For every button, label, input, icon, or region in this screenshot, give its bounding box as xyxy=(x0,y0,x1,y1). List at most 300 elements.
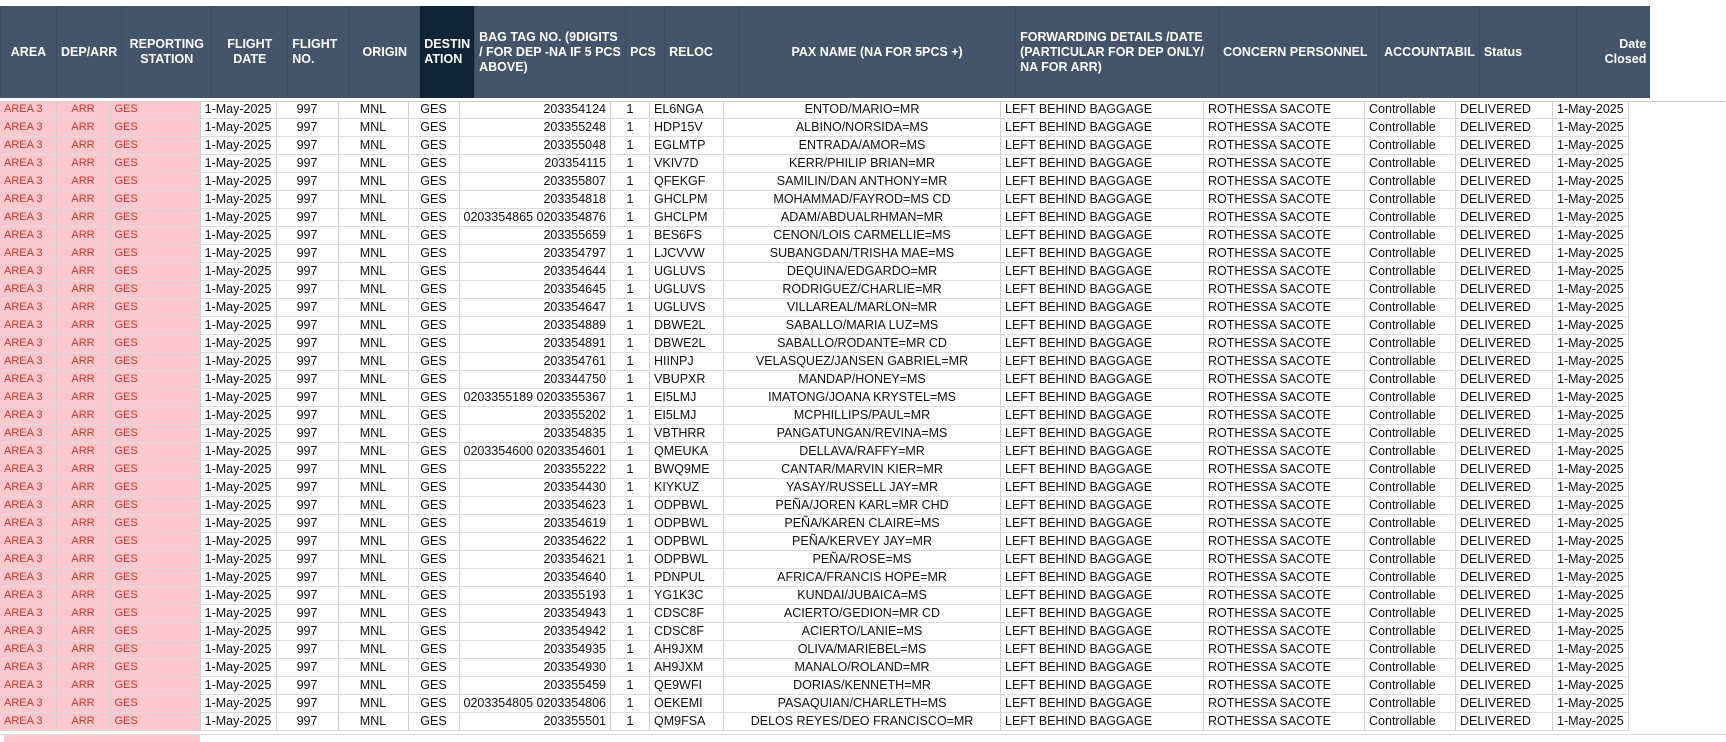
cell-reporting-station[interactable]: GES xyxy=(110,677,200,695)
cell-destination[interactable]: GES xyxy=(408,461,459,479)
cell-origin[interactable]: MNL xyxy=(338,497,408,515)
cell-accountability[interactable]: Controllable xyxy=(1365,353,1456,371)
cell-accountability[interactable]: Controllable xyxy=(1365,263,1456,281)
cell-forwarding-details[interactable]: LEFT BEHIND BAGGAGE xyxy=(1001,155,1204,173)
cell-concern-personnel[interactable]: ROTHESSA SACOTE xyxy=(1204,191,1365,209)
cell-concern-personnel[interactable]: ROTHESSA SACOTE xyxy=(1204,137,1365,155)
cell-reporting-station[interactable]: GES xyxy=(110,245,200,263)
cell-status[interactable]: DELIVERED xyxy=(1456,101,1553,119)
cell-date-closed[interactable]: 1-May-2025 xyxy=(1553,389,1629,407)
cell-area[interactable]: AREA 3 xyxy=(0,389,56,407)
cell-bag-tag[interactable]: 203354647 xyxy=(459,299,611,317)
cell-concern-personnel[interactable]: ROTHESSA SACOTE xyxy=(1204,497,1365,515)
cell-pax-name[interactable]: PEÑA/KERVEY JAY=MR xyxy=(724,533,1001,551)
cell-date-closed[interactable]: 1-May-2025 xyxy=(1553,659,1629,677)
cell-reloc[interactable]: PDNPUL xyxy=(650,569,724,587)
cell-destination[interactable]: GES xyxy=(408,209,459,227)
cell-origin[interactable]: MNL xyxy=(338,551,408,569)
cell-date-closed[interactable]: 1-May-2025 xyxy=(1553,245,1629,263)
cell-reloc[interactable]: OEKEMI xyxy=(650,695,724,713)
cell-status[interactable]: DELIVERED xyxy=(1456,533,1553,551)
cell-area[interactable]: AREA 3 xyxy=(0,569,56,587)
cell-accountability[interactable]: Controllable xyxy=(1365,695,1456,713)
cell-destination[interactable]: GES xyxy=(408,335,459,353)
cell-flight-no[interactable]: 997 xyxy=(276,605,338,623)
cell-flight-no[interactable]: 997 xyxy=(276,713,338,731)
cell-date-closed[interactable]: 1-May-2025 xyxy=(1553,407,1629,425)
cell-pax-name[interactable]: ALBINO/NORSIDA=MS xyxy=(724,119,1001,137)
cell-concern-personnel[interactable]: ROTHESSA SACOTE xyxy=(1204,353,1365,371)
cell-origin[interactable]: MNL xyxy=(338,299,408,317)
table-row[interactable] xyxy=(0,155,1628,173)
cell-flight-no[interactable]: 997 xyxy=(276,227,338,245)
table-row[interactable] xyxy=(0,407,1628,425)
table-row[interactable] xyxy=(0,677,1628,695)
cell-flight-date[interactable]: 1-May-2025 xyxy=(200,371,276,389)
cell-status[interactable]: DELIVERED xyxy=(1456,281,1553,299)
cell-forwarding-details[interactable]: LEFT BEHIND BAGGAGE xyxy=(1001,515,1204,533)
cell-pcs[interactable]: 1 xyxy=(611,173,650,191)
cell-origin[interactable]: MNL xyxy=(338,677,408,695)
cell-destination[interactable]: GES xyxy=(408,713,459,731)
cell-flight-date[interactable]: 1-May-2025 xyxy=(200,155,276,173)
cell-flight-date[interactable]: 1-May-2025 xyxy=(200,209,276,227)
cell-dep-arr[interactable]: ARR xyxy=(56,245,110,263)
cell-origin[interactable]: MNL xyxy=(338,407,408,425)
cell-reporting-station[interactable]: GES xyxy=(110,569,200,587)
cell-status[interactable]: DELIVERED xyxy=(1456,371,1553,389)
cell-destination[interactable]: GES xyxy=(408,245,459,263)
cell-reloc[interactable]: DBWE2L xyxy=(650,317,724,335)
cell-reloc[interactable]: EL6NGA xyxy=(650,101,724,119)
cell-concern-personnel[interactable]: ROTHESSA SACOTE xyxy=(1204,551,1365,569)
cell-flight-no[interactable]: 997 xyxy=(276,695,338,713)
cell-origin[interactable]: MNL xyxy=(338,191,408,209)
cell-status[interactable]: DELIVERED xyxy=(1456,137,1553,155)
cell-flight-date[interactable]: 1-May-2025 xyxy=(200,641,276,659)
header-status[interactable]: Status xyxy=(1479,6,1576,98)
cell-origin[interactable]: MNL xyxy=(338,569,408,587)
cell-area[interactable]: AREA 3 xyxy=(0,137,56,155)
cell-pcs[interactable]: 1 xyxy=(611,101,650,119)
cell-status[interactable]: DELIVERED xyxy=(1456,497,1553,515)
cell-bag-tag[interactable]: 203354645 xyxy=(459,281,611,299)
cell-reporting-station[interactable]: GES xyxy=(110,425,200,443)
cell-pax-name[interactable]: ACIERTO/GEDION=MR CD xyxy=(724,605,1001,623)
cell-concern-personnel[interactable]: ROTHESSA SACOTE xyxy=(1204,443,1365,461)
cell-concern-personnel[interactable]: ROTHESSA SACOTE xyxy=(1204,587,1365,605)
cell-dep-arr[interactable]: ARR xyxy=(56,191,110,209)
cell-destination[interactable]: GES xyxy=(408,587,459,605)
table-row[interactable] xyxy=(0,515,1628,533)
cell-reloc[interactable]: UGLUVS xyxy=(650,299,724,317)
cell-flight-no[interactable]: 997 xyxy=(276,191,338,209)
cell-flight-no[interactable]: 997 xyxy=(276,515,338,533)
cell-origin[interactable]: MNL xyxy=(338,515,408,533)
cell-flight-no[interactable]: 997 xyxy=(276,461,338,479)
cell-bag-tag[interactable]: 203355807 xyxy=(459,173,611,191)
cell-destination[interactable]: GES xyxy=(408,173,459,191)
cell-pcs[interactable]: 1 xyxy=(611,389,650,407)
cell-pax-name[interactable]: ENTRADA/AMOR=MS xyxy=(724,137,1001,155)
cell-origin[interactable]: MNL xyxy=(338,533,408,551)
header-flight-no[interactable]: FLIGHT NO. xyxy=(288,6,350,98)
cell-destination[interactable]: GES xyxy=(408,605,459,623)
cell-status[interactable]: DELIVERED xyxy=(1456,191,1553,209)
cell-flight-date[interactable]: 1-May-2025 xyxy=(200,497,276,515)
cell-origin[interactable]: MNL xyxy=(338,119,408,137)
table-row[interactable] xyxy=(0,299,1628,317)
cell-pcs[interactable]: 1 xyxy=(611,623,650,641)
cell-bag-tag[interactable]: 203354942 xyxy=(459,623,611,641)
cell-forwarding-details[interactable]: LEFT BEHIND BAGGAGE xyxy=(1001,461,1204,479)
cell-accountability[interactable]: Controllable xyxy=(1365,533,1456,551)
cell-date-closed[interactable]: 1-May-2025 xyxy=(1553,461,1629,479)
cell-pcs[interactable]: 1 xyxy=(611,263,650,281)
cell-concern-personnel[interactable]: ROTHESSA SACOTE xyxy=(1204,299,1365,317)
cell-area[interactable]: AREA 3 xyxy=(0,695,56,713)
cell-reporting-station[interactable]: GES xyxy=(110,605,200,623)
cell-reloc[interactable]: UGLUVS xyxy=(650,263,724,281)
cell-forwarding-details[interactable]: LEFT BEHIND BAGGAGE xyxy=(1001,101,1204,119)
table-row[interactable] xyxy=(0,119,1628,137)
cell-pcs[interactable]: 1 xyxy=(611,443,650,461)
cell-date-closed[interactable]: 1-May-2025 xyxy=(1553,497,1629,515)
cell-forwarding-details[interactable]: LEFT BEHIND BAGGAGE xyxy=(1001,695,1204,713)
cell-dep-arr[interactable]: ARR xyxy=(56,389,110,407)
cell-accountability[interactable]: Controllable xyxy=(1365,569,1456,587)
cell-reporting-station[interactable]: GES xyxy=(110,191,200,209)
cell-concern-personnel[interactable]: ROTHESSA SACOTE xyxy=(1204,677,1365,695)
cell-pcs[interactable]: 1 xyxy=(611,461,650,479)
cell-flight-no[interactable]: 997 xyxy=(276,569,338,587)
table-row[interactable] xyxy=(0,551,1628,569)
cell-date-closed[interactable]: 1-May-2025 xyxy=(1553,641,1629,659)
cell-bag-tag[interactable]: 203354835 xyxy=(459,425,611,443)
cell-bag-tag[interactable]: 203354640 xyxy=(459,569,611,587)
cell-pax-name[interactable]: DEQUINA/EDGARDO=MR xyxy=(724,263,1001,281)
cell-concern-personnel[interactable]: ROTHESSA SACOTE xyxy=(1204,209,1365,227)
cell-forwarding-details[interactable]: LEFT BEHIND BAGGAGE xyxy=(1001,425,1204,443)
cell-status[interactable]: DELIVERED xyxy=(1456,641,1553,659)
cell-date-closed[interactable]: 1-May-2025 xyxy=(1553,119,1629,137)
cell-destination[interactable]: GES xyxy=(408,659,459,677)
cell-pax-name[interactable]: MCPHILLIPS/PAUL=MR xyxy=(724,407,1001,425)
cell-flight-no[interactable]: 997 xyxy=(276,119,338,137)
cell-pcs[interactable]: 1 xyxy=(611,371,650,389)
cell-accountability[interactable]: Controllable xyxy=(1365,173,1456,191)
cell-concern-personnel[interactable]: ROTHESSA SACOTE xyxy=(1204,155,1365,173)
cell-status[interactable]: DELIVERED xyxy=(1456,461,1553,479)
cell-pax-name[interactable]: VILLAREAL/MARLON=MR xyxy=(724,299,1001,317)
cell-reloc[interactable]: EI5LMJ xyxy=(650,407,724,425)
cell-area[interactable]: AREA 3 xyxy=(0,209,56,227)
cell-pcs[interactable]: 1 xyxy=(611,407,650,425)
cell-date-closed[interactable]: 1-May-2025 xyxy=(1553,281,1629,299)
cell-pax-name[interactable]: MANALO/ROLAND=MR xyxy=(724,659,1001,677)
cell-destination[interactable]: GES xyxy=(408,101,459,119)
cell-status[interactable]: DELIVERED xyxy=(1456,407,1553,425)
cell-area[interactable]: AREA 3 xyxy=(0,479,56,497)
cell-flight-date[interactable]: 1-May-2025 xyxy=(200,587,276,605)
cell-reporting-station[interactable]: GES xyxy=(110,137,200,155)
cell-dep-arr[interactable]: ARR xyxy=(56,443,110,461)
cell-reporting-station[interactable]: GES xyxy=(110,533,200,551)
cell-reloc[interactable]: BWQ9ME xyxy=(650,461,724,479)
cell-forwarding-details[interactable]: LEFT BEHIND BAGGAGE xyxy=(1001,299,1204,317)
cell-reloc[interactable]: BES6FS xyxy=(650,227,724,245)
cell-reloc[interactable]: VBUPXR xyxy=(650,371,724,389)
cell-destination[interactable]: GES xyxy=(408,317,459,335)
cell-bag-tag[interactable]: 203355193 xyxy=(459,587,611,605)
cell-accountability[interactable]: Controllable xyxy=(1365,443,1456,461)
cell-forwarding-details[interactable]: LEFT BEHIND BAGGAGE xyxy=(1001,641,1204,659)
cell-concern-personnel[interactable]: ROTHESSA SACOTE xyxy=(1204,101,1365,119)
cell-date-closed[interactable]: 1-May-2025 xyxy=(1553,425,1629,443)
cell-reporting-station[interactable]: GES xyxy=(110,695,200,713)
cell-dep-arr[interactable]: ARR xyxy=(56,515,110,533)
cell-reloc[interactable]: AH9JXM xyxy=(650,659,724,677)
cell-date-closed[interactable]: 1-May-2025 xyxy=(1553,227,1629,245)
cell-flight-no[interactable]: 997 xyxy=(276,389,338,407)
cell-bag-tag[interactable]: 0203355189 0203355367 xyxy=(459,389,611,407)
cell-concern-personnel[interactable]: ROTHESSA SACOTE xyxy=(1204,425,1365,443)
table-row[interactable] xyxy=(0,461,1628,479)
cell-forwarding-details[interactable]: LEFT BEHIND BAGGAGE xyxy=(1001,497,1204,515)
cell-reloc[interactable]: ODPBWL xyxy=(650,497,724,515)
cell-destination[interactable]: GES xyxy=(408,425,459,443)
cell-status[interactable]: DELIVERED xyxy=(1456,173,1553,191)
cell-forwarding-details[interactable]: LEFT BEHIND BAGGAGE xyxy=(1001,209,1204,227)
cell-area[interactable]: AREA 3 xyxy=(0,551,56,569)
cell-flight-no[interactable]: 997 xyxy=(276,497,338,515)
cell-bag-tag[interactable]: 203355048 xyxy=(459,137,611,155)
cell-bag-tag[interactable]: 0203354865 0203354876 xyxy=(459,209,611,227)
cell-pax-name[interactable]: DELOS REYES/DEO FRANCISCO=MR xyxy=(724,713,1001,731)
cell-pcs[interactable]: 1 xyxy=(611,155,650,173)
cell-reloc[interactable]: CDSC8F xyxy=(650,605,724,623)
cell-reporting-station[interactable]: GES xyxy=(110,299,200,317)
cell-reporting-station[interactable]: GES xyxy=(110,263,200,281)
cell-pax-name[interactable]: IMATONG/JOANA KRYSTEL=MS xyxy=(724,389,1001,407)
cell-area[interactable]: AREA 3 xyxy=(0,641,56,659)
cell-area[interactable]: AREA 3 xyxy=(0,317,56,335)
header-forwarding-details[interactable]: FORWARDING DETAILS /DATE (PARTICULAR FOR DEP ONLY/ NA FOR ARR) xyxy=(1016,6,1219,98)
cell-dep-arr[interactable]: ARR xyxy=(56,299,110,317)
cell-status[interactable]: DELIVERED xyxy=(1456,695,1553,713)
cell-origin[interactable]: MNL xyxy=(338,587,408,605)
cell-destination[interactable]: GES xyxy=(408,299,459,317)
cell-forwarding-details[interactable]: LEFT BEHIND BAGGAGE xyxy=(1001,623,1204,641)
cell-pax-name[interactable]: DELLAVA/RAFFY=MR xyxy=(724,443,1001,461)
header-concern-personnel[interactable]: CONCERN PERSONNEL xyxy=(1219,6,1380,98)
cell-reloc[interactable]: VBTHRR xyxy=(650,425,724,443)
cell-reporting-station[interactable]: GES xyxy=(110,209,200,227)
cell-pax-name[interactable]: MANDAP/HONEY=MS xyxy=(724,371,1001,389)
cell-area[interactable]: AREA 3 xyxy=(0,191,56,209)
table-row[interactable] xyxy=(0,209,1628,227)
cell-reloc[interactable]: HIINPJ xyxy=(650,353,724,371)
cell-flight-no[interactable]: 997 xyxy=(276,551,338,569)
table-row[interactable] xyxy=(0,389,1628,407)
cell-destination[interactable]: GES xyxy=(408,155,459,173)
cell-pcs[interactable]: 1 xyxy=(611,137,650,155)
cell-dep-arr[interactable]: ARR xyxy=(56,587,110,605)
cell-dep-arr[interactable]: ARR xyxy=(56,371,110,389)
cell-status[interactable]: DELIVERED xyxy=(1456,119,1553,137)
cell-destination[interactable]: GES xyxy=(408,443,459,461)
cell-pax-name[interactable]: DORIAS/KENNETH=MR xyxy=(724,677,1001,695)
cell-flight-date[interactable]: 1-May-2025 xyxy=(200,479,276,497)
cell-destination[interactable]: GES xyxy=(408,497,459,515)
cell-flight-date[interactable]: 1-May-2025 xyxy=(200,605,276,623)
cell-flight-no[interactable]: 997 xyxy=(276,263,338,281)
cell-forwarding-details[interactable]: LEFT BEHIND BAGGAGE xyxy=(1001,317,1204,335)
cell-area[interactable]: AREA 3 xyxy=(0,497,56,515)
cell-dep-arr[interactable]: ARR xyxy=(56,461,110,479)
cell-bag-tag[interactable]: 203354935 xyxy=(459,641,611,659)
table-row[interactable] xyxy=(0,371,1628,389)
table-row[interactable] xyxy=(0,101,1628,119)
cell-flight-date[interactable]: 1-May-2025 xyxy=(200,623,276,641)
cell-reporting-station[interactable]: GES xyxy=(110,713,200,731)
cell-forwarding-details[interactable]: LEFT BEHIND BAGGAGE xyxy=(1001,569,1204,587)
header-reloc[interactable]: RELOC xyxy=(665,6,739,98)
cell-accountability[interactable]: Controllable xyxy=(1365,317,1456,335)
table-row[interactable] xyxy=(0,281,1628,299)
cell-flight-date[interactable]: 1-May-2025 xyxy=(200,659,276,677)
cell-reporting-station[interactable]: GES xyxy=(110,407,200,425)
cell-reporting-station[interactable]: GES xyxy=(110,497,200,515)
cell-flight-no[interactable]: 997 xyxy=(276,101,338,119)
cell-pcs[interactable]: 1 xyxy=(611,479,650,497)
cell-bag-tag[interactable]: 203355659 xyxy=(459,227,611,245)
cell-bag-tag[interactable]: 203354623 xyxy=(459,497,611,515)
cell-bag-tag[interactable]: 203354943 xyxy=(459,605,611,623)
cell-pcs[interactable]: 1 xyxy=(611,497,650,515)
cell-area[interactable]: AREA 3 xyxy=(0,587,56,605)
cell-flight-no[interactable]: 997 xyxy=(276,155,338,173)
cell-flight-date[interactable]: 1-May-2025 xyxy=(200,695,276,713)
cell-flight-no[interactable]: 997 xyxy=(276,443,338,461)
cell-origin[interactable]: MNL xyxy=(338,371,408,389)
cell-area[interactable]: AREA 3 xyxy=(0,101,56,119)
cell-concern-personnel[interactable]: ROTHESSA SACOTE xyxy=(1204,389,1365,407)
cell-origin[interactable]: MNL xyxy=(338,389,408,407)
cell-dep-arr[interactable]: ARR xyxy=(56,713,110,731)
cell-dep-arr[interactable]: ARR xyxy=(56,119,110,137)
cell-dep-arr[interactable]: ARR xyxy=(56,623,110,641)
cell-flight-date[interactable]: 1-May-2025 xyxy=(200,119,276,137)
cell-pcs[interactable]: 1 xyxy=(611,353,650,371)
cell-flight-date[interactable]: 1-May-2025 xyxy=(200,101,276,119)
cell-pax-name[interactable]: MOHAMMAD/FAYROD=MS CD xyxy=(724,191,1001,209)
cell-bag-tag[interactable]: 203354644 xyxy=(459,263,611,281)
cell-status[interactable]: DELIVERED xyxy=(1456,335,1553,353)
cell-reporting-station[interactable]: GES xyxy=(110,353,200,371)
cell-date-closed[interactable]: 1-May-2025 xyxy=(1553,371,1629,389)
cell-date-closed[interactable]: 1-May-2025 xyxy=(1553,335,1629,353)
cell-bag-tag[interactable]: 203354889 xyxy=(459,317,611,335)
cell-flight-date[interactable]: 1-May-2025 xyxy=(200,281,276,299)
cell-origin[interactable]: MNL xyxy=(338,209,408,227)
cell-pcs[interactable]: 1 xyxy=(611,209,650,227)
cell-pax-name[interactable]: OLIVA/MARIEBEL=MS xyxy=(724,641,1001,659)
cell-destination[interactable]: GES xyxy=(408,353,459,371)
cell-pax-name[interactable]: ENTOD/MARIO=MR xyxy=(724,101,1001,119)
cell-flight-date[interactable]: 1-May-2025 xyxy=(200,407,276,425)
cell-pax-name[interactable]: PANGATUNGAN/REVINA=MS xyxy=(724,425,1001,443)
cell-concern-personnel[interactable]: ROTHESSA SACOTE xyxy=(1204,659,1365,677)
cell-reloc[interactable]: YG1K3C xyxy=(650,587,724,605)
table-row[interactable] xyxy=(0,191,1628,209)
cell-concern-personnel[interactable]: ROTHESSA SACOTE xyxy=(1204,317,1365,335)
cell-status[interactable]: DELIVERED xyxy=(1456,479,1553,497)
cell-status[interactable]: DELIVERED xyxy=(1456,569,1553,587)
cell-accountability[interactable]: Controllable xyxy=(1365,281,1456,299)
cell-origin[interactable]: MNL xyxy=(338,443,408,461)
cell-pcs[interactable]: 1 xyxy=(611,713,650,731)
cell-flight-date[interactable]: 1-May-2025 xyxy=(200,353,276,371)
cell-concern-personnel[interactable]: ROTHESSA SACOTE xyxy=(1204,713,1365,731)
cell-concern-personnel[interactable]: ROTHESSA SACOTE xyxy=(1204,263,1365,281)
cell-forwarding-details[interactable]: LEFT BEHIND BAGGAGE xyxy=(1001,263,1204,281)
cell-flight-no[interactable]: 997 xyxy=(276,587,338,605)
cell-accountability[interactable]: Controllable xyxy=(1365,587,1456,605)
cell-reporting-station[interactable]: GES xyxy=(110,515,200,533)
cell-forwarding-details[interactable]: LEFT BEHIND BAGGAGE xyxy=(1001,407,1204,425)
cell-reporting-station[interactable]: GES xyxy=(110,389,200,407)
cell-area[interactable]: AREA 3 xyxy=(0,245,56,263)
cell-status[interactable]: DELIVERED xyxy=(1456,389,1553,407)
cell-flight-date[interactable]: 1-May-2025 xyxy=(200,335,276,353)
cell-area[interactable]: AREA 3 xyxy=(0,425,56,443)
cell-pax-name[interactable]: VELASQUEZ/JANSEN GABRIEL=MR xyxy=(724,353,1001,371)
cell-reporting-station[interactable]: GES xyxy=(110,173,200,191)
header-date-closed[interactable]: Date Closed xyxy=(1576,6,1650,98)
cell-concern-personnel[interactable]: ROTHESSA SACOTE xyxy=(1204,623,1365,641)
cell-reporting-station[interactable]: GES xyxy=(110,317,200,335)
cell-accountability[interactable]: Controllable xyxy=(1365,713,1456,731)
cell-dep-arr[interactable]: ARR xyxy=(56,533,110,551)
cell-concern-personnel[interactable]: ROTHESSA SACOTE xyxy=(1204,515,1365,533)
cell-flight-no[interactable]: 997 xyxy=(276,335,338,353)
cell-pax-name[interactable]: CANTAR/MARVIN KIER=MR xyxy=(724,461,1001,479)
cell-accountability[interactable]: Controllable xyxy=(1365,425,1456,443)
cell-status[interactable]: DELIVERED xyxy=(1456,425,1553,443)
cell-concern-personnel[interactable]: ROTHESSA SACOTE xyxy=(1204,569,1365,587)
cell-flight-date[interactable]: 1-May-2025 xyxy=(200,461,276,479)
cell-pcs[interactable]: 1 xyxy=(611,587,650,605)
cell-flight-no[interactable]: 997 xyxy=(276,479,338,497)
cell-reloc[interactable]: QFEKGF xyxy=(650,173,724,191)
cell-reporting-station[interactable]: GES xyxy=(110,443,200,461)
cell-date-closed[interactable]: 1-May-2025 xyxy=(1553,695,1629,713)
cell-reloc[interactable]: ODPBWL xyxy=(650,533,724,551)
cell-dep-arr[interactable]: ARR xyxy=(56,497,110,515)
cell-destination[interactable]: GES xyxy=(408,551,459,569)
cell-flight-date[interactable]: 1-May-2025 xyxy=(200,191,276,209)
cell-flight-no[interactable]: 997 xyxy=(276,641,338,659)
cell-flight-date[interactable]: 1-May-2025 xyxy=(200,245,276,263)
table-row[interactable] xyxy=(0,353,1628,371)
cell-destination[interactable]: GES xyxy=(408,227,459,245)
cell-forwarding-details[interactable]: LEFT BEHIND BAGGAGE xyxy=(1001,677,1204,695)
cell-reporting-station[interactable]: GES xyxy=(110,587,200,605)
cell-pax-name[interactable]: YASAY/RUSSELL JAY=MR xyxy=(724,479,1001,497)
cell-destination[interactable]: GES xyxy=(408,191,459,209)
cell-reporting-station[interactable]: GES xyxy=(110,335,200,353)
